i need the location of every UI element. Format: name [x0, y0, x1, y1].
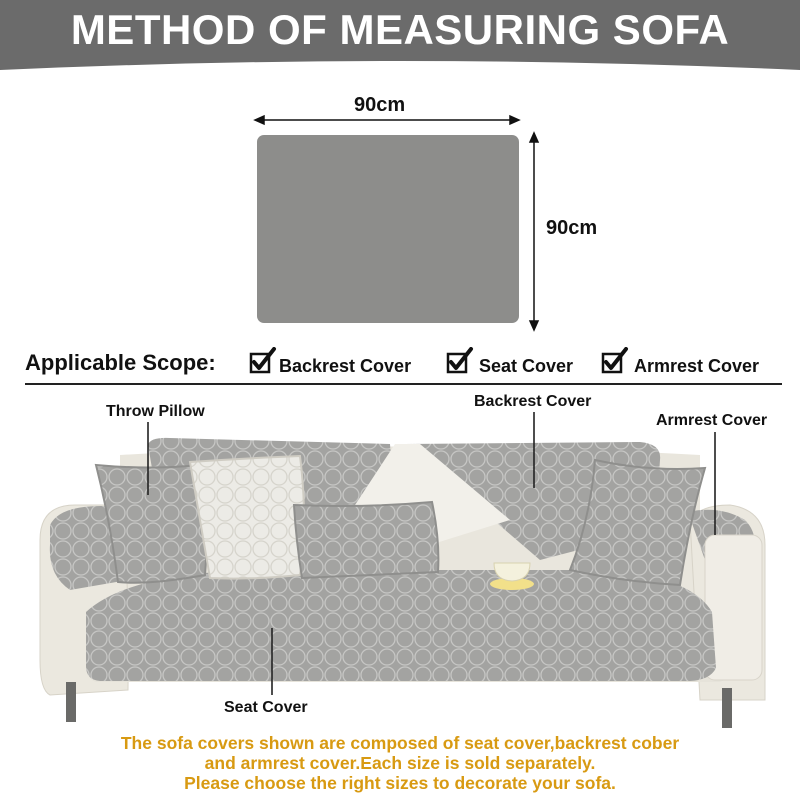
sofa-leg [722, 688, 732, 728]
throw-pillow-white [190, 456, 304, 579]
checkbox-checked-icon [601, 347, 629, 375]
callout-armrest-cover: Armrest Cover [656, 412, 768, 429]
callout-throw-pillow: Throw Pillow [106, 403, 205, 420]
scope-item-label: Seat Cover [479, 356, 574, 376]
footer-line: and armrest cover.Each size is sold separately. [204, 753, 596, 773]
footer-line: The sofa covers shown are composed of seat cover,backrest cober [120, 733, 680, 753]
fabric-sample [257, 135, 519, 323]
scope-item-label: Backrest Cover [279, 356, 412, 376]
width-arrow-left-head [255, 116, 264, 124]
throw-pillow-lumbar [294, 502, 438, 578]
scope-title: Applicable Scope: [25, 350, 216, 375]
height-label: 90cm [546, 217, 598, 239]
callout-seat-cover: Seat Cover [224, 699, 308, 716]
footer-line: Please choose the right sizes to decorate your sofa. [184, 773, 616, 793]
sofa-leg [66, 682, 76, 722]
sofa-illustration [0, 385, 800, 730]
scope-item-label: Armrest Cover [634, 356, 760, 376]
applicable-scope-row [25, 347, 780, 383]
height-arrow-bottom-head [530, 321, 538, 330]
checkbox-checked-icon [249, 347, 277, 375]
callout-backrest-cover: Backrest Cover [474, 393, 592, 410]
width-label: 90cm [354, 94, 406, 116]
footer-note [0, 733, 800, 793]
height-arrow-top-head [530, 133, 538, 142]
seat-cover [86, 570, 716, 681]
page-title: METHOD OF MEASURING SOFA [70, 6, 730, 53]
width-arrow-right-head [510, 116, 519, 124]
checkbox-checked-icon [446, 347, 474, 375]
